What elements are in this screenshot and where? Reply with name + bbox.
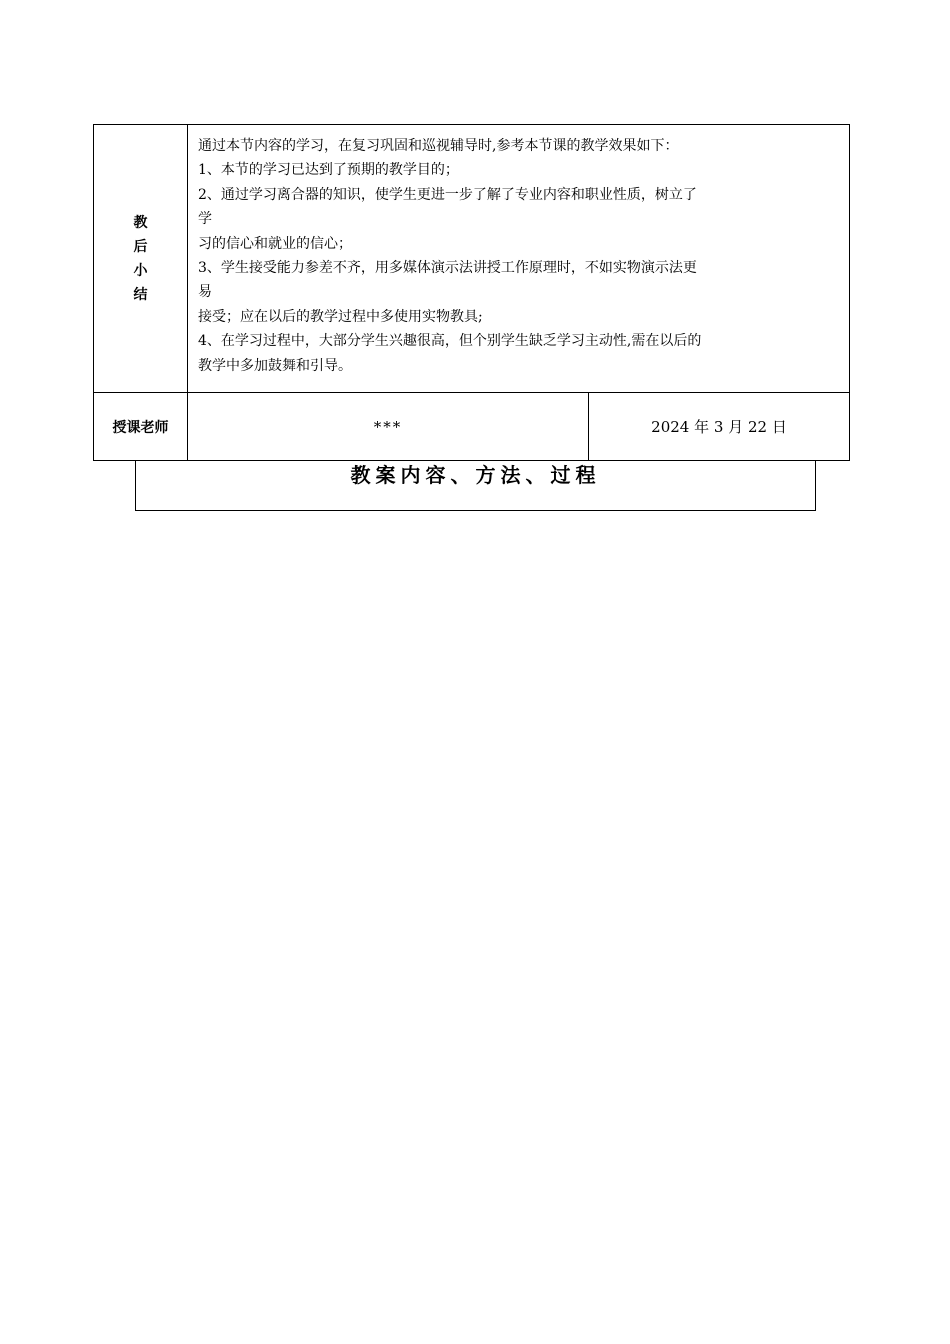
teaching-summary-table bbox=[93, 124, 850, 461]
next-section-title: 教案内容、方法、过程 bbox=[350, 462, 601, 487]
summary-point-3: 3、学生接受能力参差不齐，用多媒体演示法讲授工作原理时，不如实物演示法更 易 接受；应在以后的教学过程中多使用实物教具; bbox=[198, 260, 697, 325]
summary-label-char: 教 bbox=[133, 214, 148, 231]
lesson-date: 2024 年 3 月 22 日 bbox=[651, 418, 787, 436]
summary-intro: 通过本节内容的学习，在复习巩固和巡视辅导时,参考本节课的教学效果如下： bbox=[198, 138, 679, 154]
summary-label-cell bbox=[94, 125, 188, 392]
next-section-header bbox=[135, 460, 816, 511]
teacher-name: *** bbox=[188, 393, 589, 460]
summary-label-char: 结 bbox=[133, 286, 148, 303]
summary-point-4: 4、在学习过程中，大部分学生兴趣很高，但个别学生缺乏学习主动性,需在以后的 教学中多加鼓舞和引导。 bbox=[198, 333, 702, 374]
summary-content-cell bbox=[188, 125, 849, 392]
summary-label-char: 小 bbox=[133, 262, 148, 279]
summary-point-1: 1、本节的学习已达到了预期的教学目的； bbox=[198, 162, 459, 179]
teacher-label: 授课老师 bbox=[94, 393, 188, 460]
summary-label-char: 后 bbox=[133, 238, 148, 255]
summary-point-2: 2、通过学习离合器的知识，使学生更进一步了解了专业内容和职业性质，树立了 学 习的信心和就业的信心； bbox=[198, 186, 697, 252]
